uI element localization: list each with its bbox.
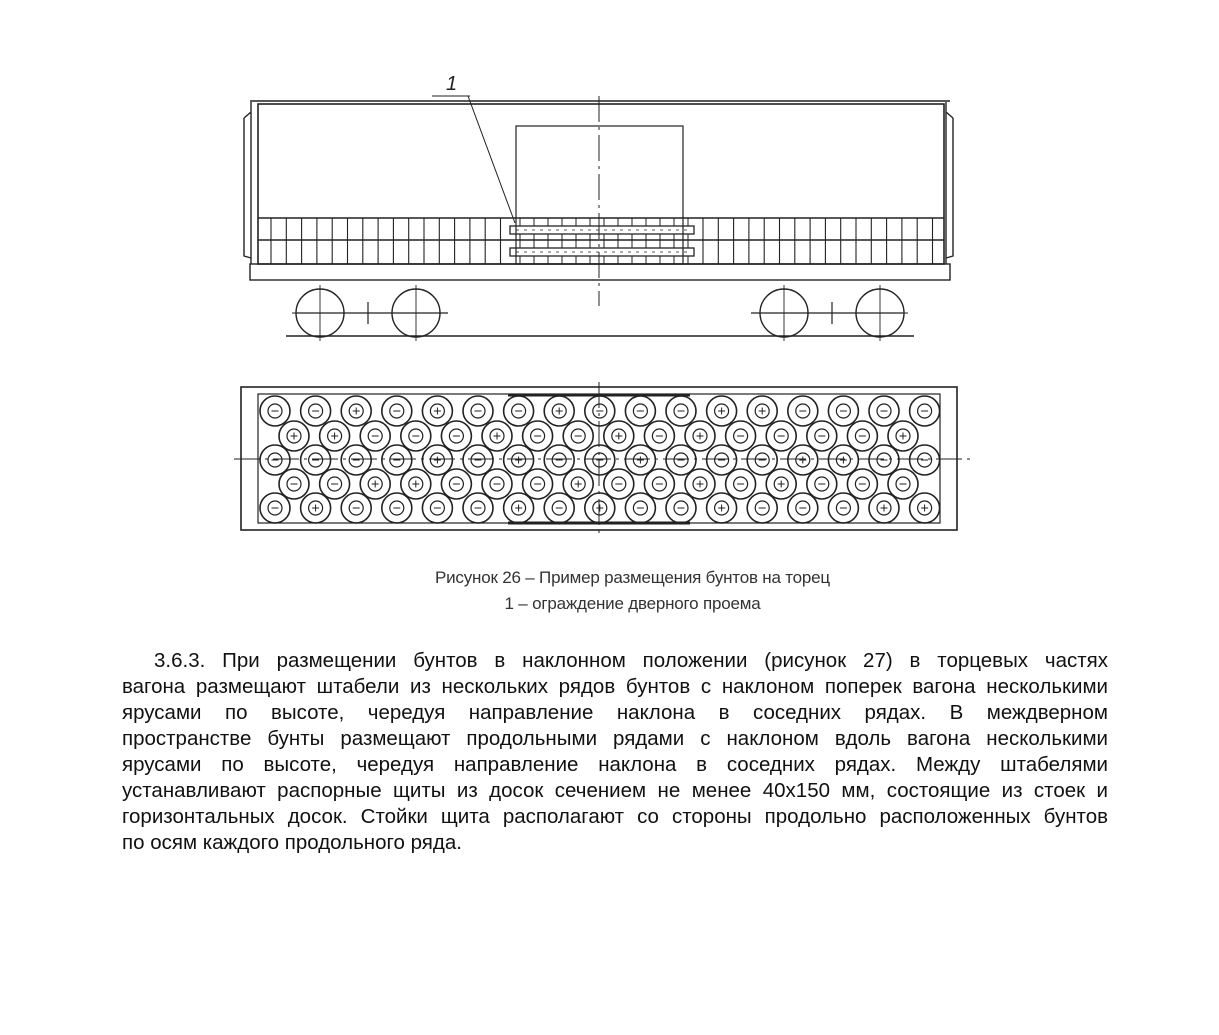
coil	[360, 421, 390, 451]
coil	[910, 396, 940, 426]
coil	[382, 493, 412, 523]
coil	[260, 493, 290, 523]
body-paragraph	[122, 648, 1108, 856]
coil	[463, 493, 493, 523]
coil-load-side	[258, 218, 944, 264]
coil	[422, 493, 452, 523]
coil	[544, 493, 574, 523]
coil	[422, 445, 452, 475]
coil	[625, 493, 655, 523]
coil	[707, 493, 737, 523]
coil	[401, 469, 431, 499]
coil	[869, 493, 899, 523]
coil	[666, 445, 696, 475]
coil	[523, 469, 553, 499]
coil	[666, 493, 696, 523]
coil	[463, 445, 493, 475]
door-barrier-upper	[510, 226, 694, 234]
coil	[766, 469, 796, 499]
paragraph-line: вагона размещают штабели из нескольких рядов бунтов с наклоном поперек вагона несколькими	[122, 675, 1108, 698]
paragraph-line: 3.6.3. При размещении бунтов в наклонном положении (рисунок 27) в торцевых частях	[154, 649, 1108, 672]
coil	[341, 493, 371, 523]
coil	[604, 469, 634, 499]
coil	[320, 469, 350, 499]
coil	[279, 469, 309, 499]
coil	[544, 445, 574, 475]
coil	[828, 396, 858, 426]
coil	[910, 493, 940, 523]
coil	[788, 445, 818, 475]
underframe	[250, 264, 950, 280]
coil	[382, 445, 412, 475]
coil	[726, 469, 756, 499]
coil	[828, 493, 858, 523]
figure-caption-legend: 1 – ограждение дверного проема	[504, 594, 761, 613]
coil	[301, 445, 331, 475]
coil	[422, 396, 452, 426]
end-post-right	[946, 102, 953, 264]
paragraph-line: по осям каждого продольного ряда.	[122, 831, 462, 854]
coil	[504, 493, 534, 523]
paragraph-line: ярусами по высоте, чередуя направление наклона в соседних рядах. Между штабелями	[122, 753, 1108, 776]
wagon-side-view	[244, 96, 953, 341]
coil	[910, 445, 940, 475]
coil	[320, 421, 350, 451]
coil	[341, 396, 371, 426]
coil	[301, 493, 331, 523]
coil	[807, 421, 837, 451]
coil	[463, 396, 493, 426]
coil	[747, 445, 777, 475]
paragraph-line: горизонтальных досок. Стойки щита располагают со стороны продольно расположенных бунтов	[122, 805, 1108, 828]
coil	[360, 469, 390, 499]
coil	[625, 396, 655, 426]
coil	[888, 469, 918, 499]
coil	[726, 421, 756, 451]
coil	[563, 421, 593, 451]
coil	[441, 421, 471, 451]
coil	[441, 469, 471, 499]
door-barrier-lower	[510, 248, 694, 256]
coil	[260, 396, 290, 426]
coil	[847, 469, 877, 499]
coil	[504, 445, 534, 475]
coil	[888, 421, 918, 451]
coil	[604, 421, 634, 451]
coil	[382, 396, 412, 426]
coil	[260, 445, 290, 475]
figure-caption-title: Рисунок 26 – Пример размещения бунтов на торец	[435, 568, 830, 587]
coil	[563, 469, 593, 499]
coil	[766, 421, 796, 451]
callout-leader	[468, 96, 515, 223]
coil	[685, 469, 715, 499]
coil	[828, 445, 858, 475]
coil	[544, 396, 574, 426]
coil	[482, 469, 512, 499]
coil	[847, 421, 877, 451]
coil	[807, 469, 837, 499]
coil	[585, 396, 615, 426]
coil	[482, 421, 512, 451]
paragraph-line: ярусами по высоте, чередуя направление наклона в соседних рядах. В междверном	[122, 701, 1108, 724]
coil	[788, 493, 818, 523]
coil	[585, 445, 615, 475]
coil	[625, 445, 655, 475]
wagon-top-view	[234, 382, 972, 538]
paragraph-line: устанавливают распорные щиты из досок сечением не менее 40х150 мм, состоящие из стоек и	[122, 779, 1108, 802]
coil	[666, 396, 696, 426]
coil	[341, 445, 371, 475]
coil	[301, 396, 331, 426]
coil	[747, 493, 777, 523]
coil	[585, 493, 615, 523]
coil	[401, 421, 431, 451]
coil	[523, 421, 553, 451]
coil	[747, 396, 777, 426]
coil	[279, 421, 309, 451]
coil	[869, 445, 899, 475]
coil	[644, 469, 674, 499]
paragraph-line: пространстве бунты размещают продольными рядами с наклоном вдоль вагона несколькими	[122, 727, 1108, 750]
end-post-left	[244, 102, 251, 264]
coil	[707, 445, 737, 475]
coil	[685, 421, 715, 451]
coil	[869, 396, 899, 426]
callout-number: 1	[446, 73, 458, 95]
coil	[644, 421, 674, 451]
coil	[707, 396, 737, 426]
coil	[788, 396, 818, 426]
coil	[504, 396, 534, 426]
